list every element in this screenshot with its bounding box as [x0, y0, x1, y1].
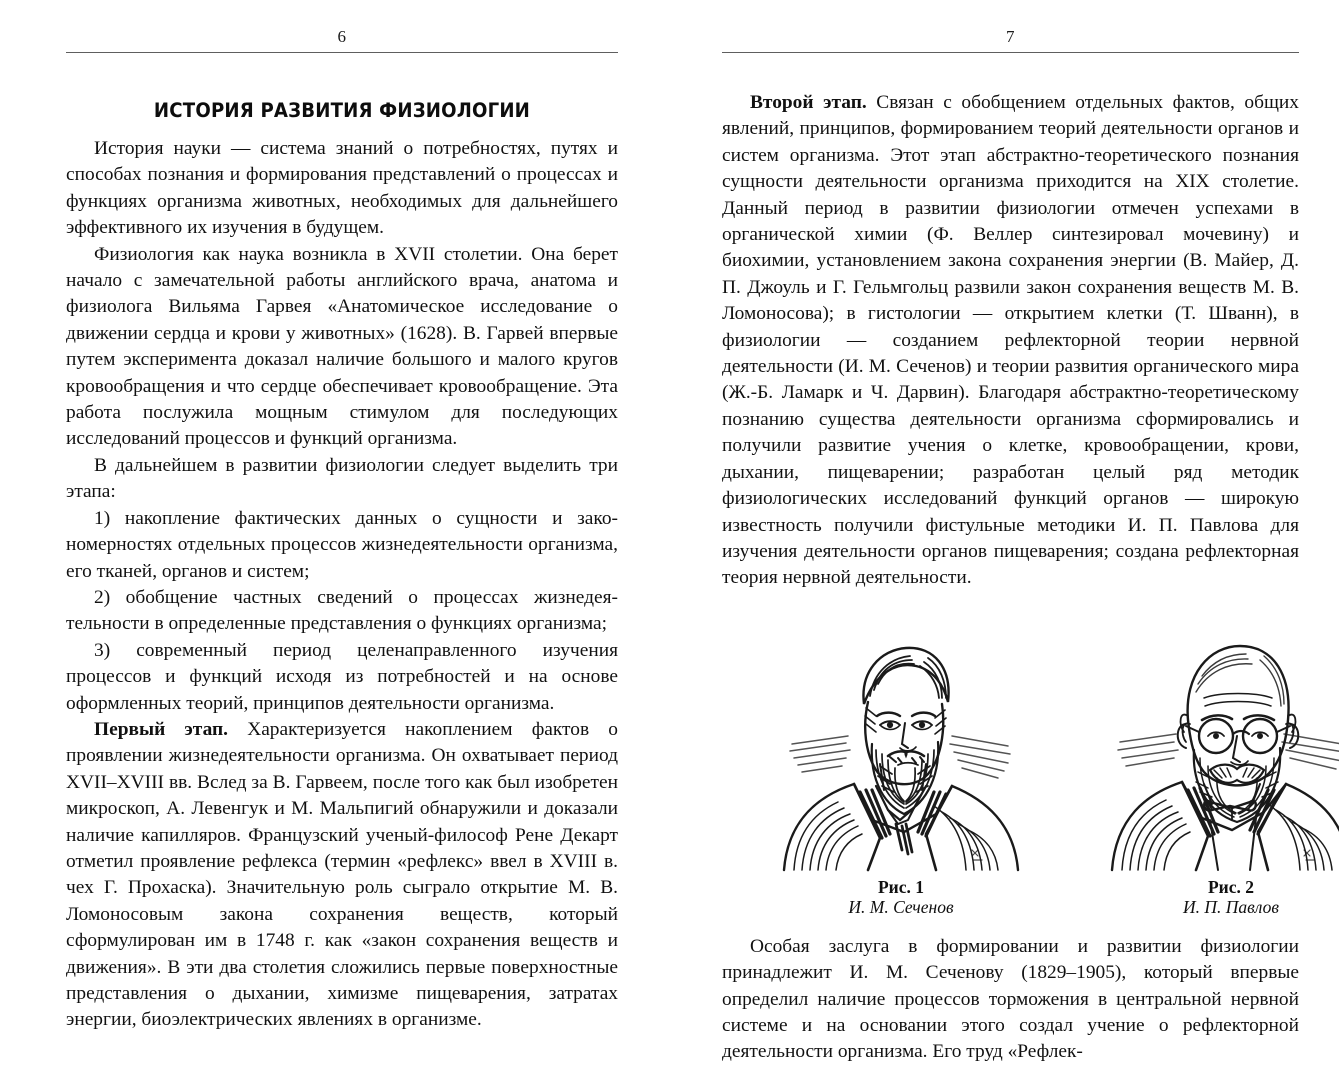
figure-number-2: Рис. 2 — [1207, 876, 1255, 897]
figure-pavlov — [1106, 624, 1339, 918]
figure-row — [722, 608, 1299, 934]
folio-number-right: 7 — [1006, 27, 1015, 46]
header-rule-left — [66, 52, 618, 53]
figure-sechenov — [776, 624, 1026, 918]
paragraph-second-stage — [722, 90, 1299, 592]
paragraph-first-stage — [66, 717, 618, 1034]
figure-name-2: И. П. Павлов — [1183, 896, 1279, 917]
right-page-top-spacer — [722, 72, 1299, 90]
list-item-stage-3: 3) современный период целенаправленного изучения процессов и функций исходя из потребностей и на основе оформленных теорий, принципов деятельности организма. — [66, 639, 618, 714]
pavlov-portrait — [1106, 624, 1339, 872]
sechenov-portrait — [776, 624, 1026, 872]
list-item-stage-2: 2) обобщение частных сведений о процессах жизнедеятельности в определенные представления о функциях организма; — [66, 586, 618, 635]
first-stage-text: Характеризуется накоплением фактов о проявлении жизнедеятельности организма. Он охватывает период XVII–XVIII вв. Вслед за В. Гарвеем, после того как был изобретен микроскоп, А. Левенгук и М. Мальпигий обнаружили и доказали наличие капилляров. Французский ученый-философ Рене Декарт отметил проявление рефлекса (термин «рефлекс» ввел в XVIII в. чех Г. Прохаска). Значительную роль сыграло открытие М. В. Ломоносовым закона сохранения веществ, который сформулирован им в 1748 г. как «закон сохранения веществ и движения». В эти два столетия сложились первые поверхностные представления о дыхании, химизме пищеварения, затратах энергии, биоэлектрических явлениях в организме. — [66, 718, 618, 1031]
first-stage-lead: Первый этап. — [94, 718, 229, 740]
paragraph-history-of-science: История науки — система знаний о потребностях, путях и способах познания и формирования представлений о процессах и функциях организма животных, необходимых для дальнейшего эффективного их изучения в будущем. — [66, 138, 618, 239]
header-rule-right — [722, 52, 1299, 53]
paragraph-three-stages-intro: В дальнейшем в развитии физиологии следует выделить три этапа: — [66, 454, 618, 503]
folio-number-left: 6 — [337, 27, 347, 46]
running-head-left — [66, 28, 618, 72]
second-stage-lead: Второй этап. — [750, 92, 867, 113]
page-right — [670, 0, 1339, 1080]
figure-name-1: И. М. Сеченов — [848, 896, 954, 917]
figure-number-1: Рис. 1 — [877, 876, 925, 897]
page-title: ИСТОРИЯ РАЗВИТИЯ ФИЗИОЛОГИИ — [153, 99, 531, 122]
paragraph-harvey: Физиология как наука возникла в XVII столетии. Она берет начало с замечательной работы английского врача, анатома и физиолога Вильяма Гарвея «Анатомическое исследование о движении сердца и крови у животных» (1628). В. Гарвей впервые путем эксперимента доказал наличие большого и малого кругов кровообращения и что сердце обеспечивает кровообращение. Эта работа послужила мощным стимулом для последующих исследований процессов и функций организма. — [66, 243, 618, 450]
paragraph-sechenov-contribution: Особая заслуга в формировании и развитии физиологии принадлежит И. М. Сеченову (1829–1905), который впервые определил наличие процессов торможения в центральной нервной системе и на основании этого создал учение о рефлекторной деятельности организма. Его труд «Рефлек- — [722, 935, 1299, 1063]
figure-caption-pavlov — [1106, 877, 1339, 918]
list-item-stage-1: 1) накопление фактических данных о сущности и закономерностях отдельных процессов жизнедеятельности организма, его тканей, органов и систем; — [66, 507, 618, 582]
second-stage-text: Связан с обобщением отдельных фактов, общих явлений, принципов, формированием теорий деятельности органов и систем организма. Этот этап абстрактно-теоретического познания сущности деятельности организма приходится на XIX столетие. Данный период в развитии физиологии отмечен успехами в органической химии (Ф. Веллер синтезировал мочевину) и биохимии, установлением закона сохранения энергии (В. Майер, Д. П. Джоуль и Г. Гельмгольц развили закон сохранения веществ М. В. Ломоносова); в гистологии — открытием клетки (Т. Шванн), в физиологии — созданием рефлекторной теории нервной деятельности (И. М. Сеченов) и теории развития органического мира (Ж.-Б. Ламарк и Ч. Дарвин). Благодаря абстрактно-теоретическому познанию существа деятельности организма сформировались и получили развитие учения о клетке, кровообращении, крови, дыхании, пищеварении; разработан целый ряд методик физиологических исследований функций органов — широкую известность получили фистульные методики И. П. Павлова для изучения деятельности органов пищеварения; создана рефлекторная теория нервной деятельности. — [722, 92, 1299, 589]
running-head-right — [722, 28, 1299, 72]
figure-caption-sechenov — [776, 877, 1026, 918]
